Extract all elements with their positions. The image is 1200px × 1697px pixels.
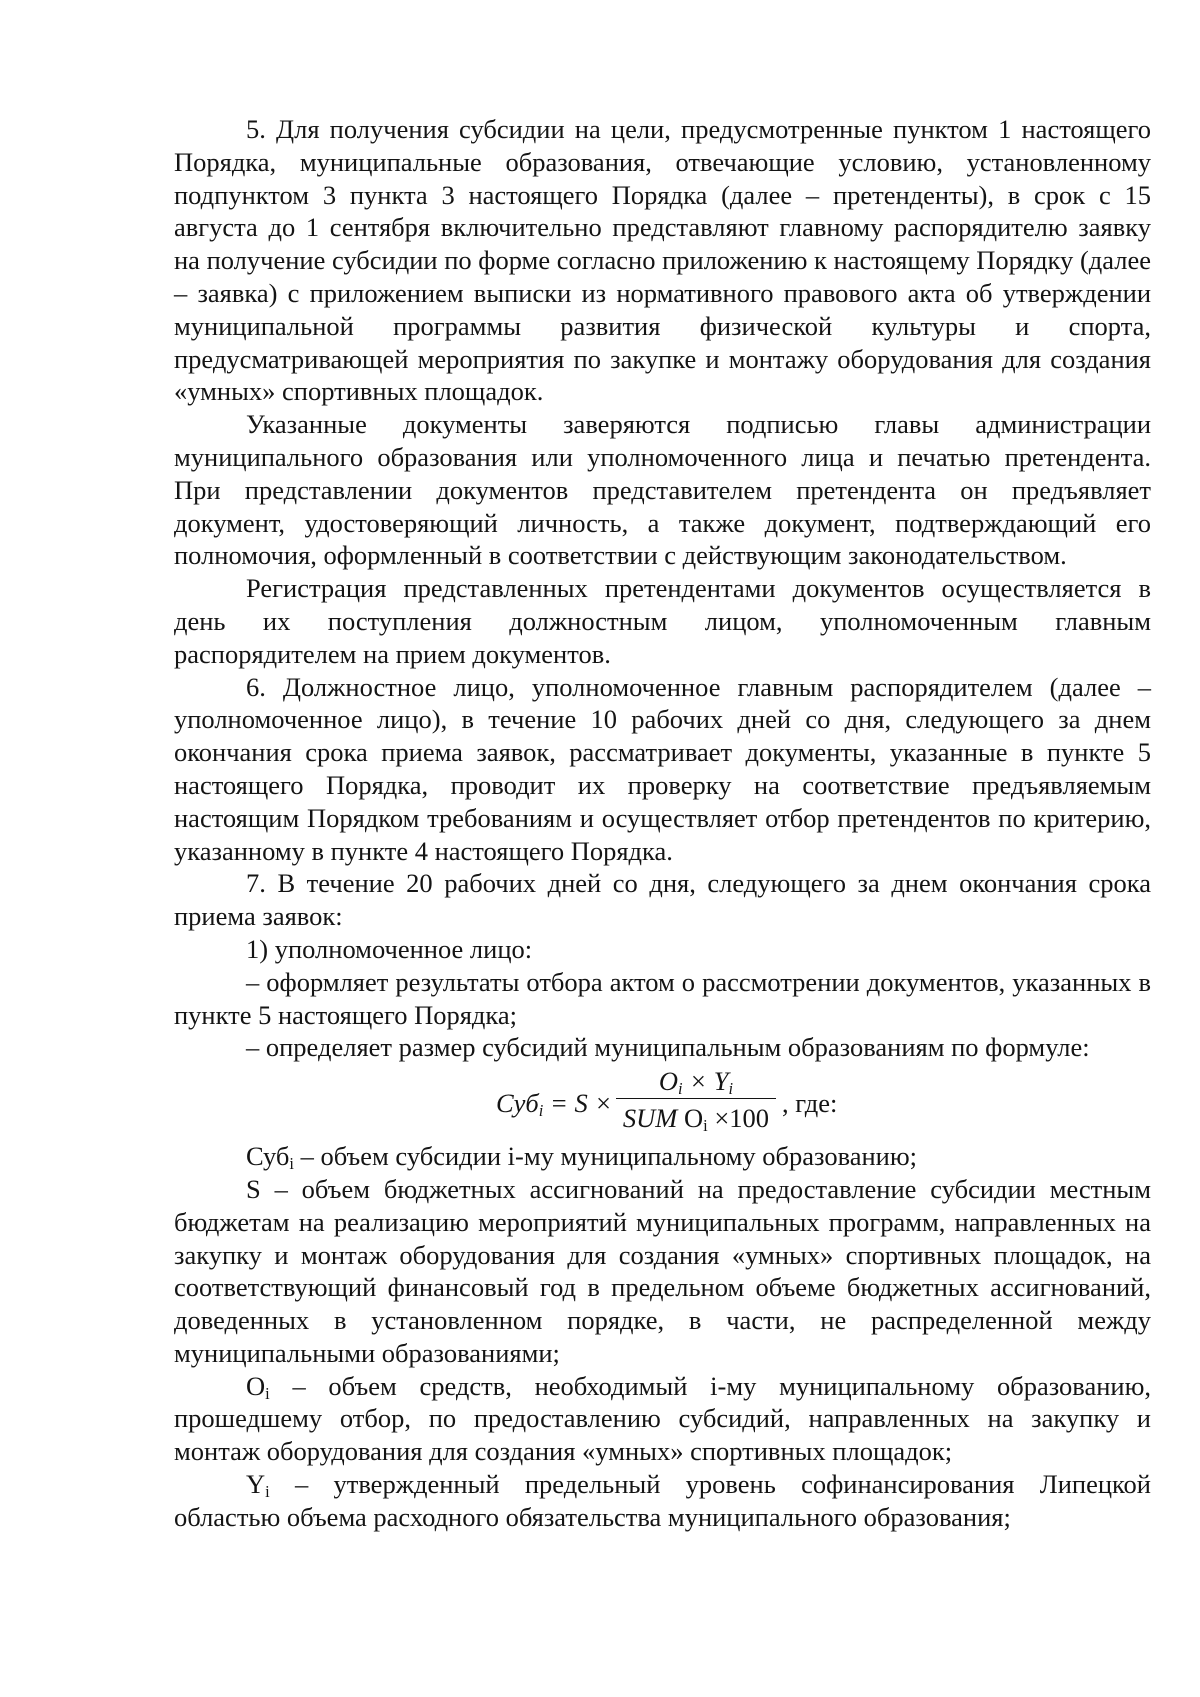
paragraph-dash-subsidy-size: – определяет размер субсидий муниципальным образованиям по формуле: <box>246 1032 1090 1063</box>
definition-text: – объем бюджетных ассигнований на предоставление субсидии местным бюджетам на реализацию мероприятий муниципальных программ, направленных на закупку и монтаж оборудования для создания «умных» спортивных площадок, на соответствующий финансовый год в предельном объеме бюджетных ассигнований, доведенных в установленном порядке, в части, не распределенной между муниципальными образованиями; <box>174 1173 1151 1368</box>
formula-fraction <box>614 1064 778 1135</box>
definition-symbol-sub: i <box>265 1482 270 1502</box>
paragraph-6: 6. Должностное лицо, уполномоченное главным распорядителем (далее – уполномоченное лицо), в течение 10 рабочих дней со дня, следующего за днем окончания срока приема заявок, рассматривает документы, указанные в пункте 5 настоящего Порядка, проводит их проверку на соответствие предъявляемым настоящим Порядком требованиям и осуществляет отбор претендентов по критерию, указанному в пункте 4 настоящего Порядка. <box>174 671 1151 866</box>
paragraph-5: 5. Для получения субсидии на цели, предусмотренные пунктом 1 настоящего Порядка, муниципальные образования, отвечающие условию, установленному подпунктом 3 пункта 3 настоящего Порядка (далее – претенденты), в срок с 15 августа до 1 сентября включительно представляют главному распорядителю заявку на получение субсидии по форме согласно приложению к настоящему Порядку (далее – заявка) с приложением выписки из нормативного правового акта об утверждении муниципальной программы развития физической культуры и спорта, предусматривающей мероприятия по закупке и монтажу оборудования для создания «умных» спортивных площадок. <box>174 114 1151 407</box>
formula-denominator <box>614 1099 778 1135</box>
paragraph-dash-selection-results: – оформляет результаты отбора актом о рассмотрении документов, указанных в пункте 5 настоящего Порядка; <box>174 966 1151 1030</box>
definition-sub-i <box>174 1140 1151 1173</box>
formula-numerator <box>614 1064 778 1098</box>
definition-symbol: S <box>246 1173 261 1204</box>
formula-num-b-sub: i <box>728 1079 734 1099</box>
formula-lhs-main: Суб <box>496 1088 539 1119</box>
definition-symbol: Суб <box>246 1141 290 1172</box>
formula-lhs <box>496 1087 612 1120</box>
definition-text: – утвержденный предельный уровень софинансирования Липецкой областью объема расходного обязательства муниципального образования; <box>174 1469 1151 1532</box>
definition-symbol-sub: i <box>289 1154 294 1174</box>
formula-tail: , где: <box>782 1088 838 1119</box>
formula-lhs-rest: = S × <box>543 1088 613 1119</box>
paragraph-7-item-1: 1) уполномоченное лицо: <box>246 933 533 964</box>
paragraph-registration: Регистрация представленных претендентами документов осуществляется в день их поступления должностным лицом, уполномоченным главным распорядителем на прием документов. <box>174 573 1151 669</box>
definition-symbol: Y <box>246 1469 266 1500</box>
definition-y-i <box>174 1468 1151 1534</box>
definition-symbol-sub: i <box>265 1383 270 1403</box>
definition-s <box>174 1173 1151 1370</box>
formula-den-o: O <box>677 1103 704 1134</box>
definition-symbol: O <box>246 1370 266 1401</box>
document-page <box>174 113 1151 1534</box>
formula-lhs-sub: i <box>538 1101 544 1121</box>
formula-den-o-sub: i <box>703 1116 708 1136</box>
definition-text: – объем субсидии i-му муниципальному образованию; <box>293 1141 918 1172</box>
definition-text: – объем средств, необходимый i-му муниципальному образованию, прошедшему отбор, по предоставлению субсидий, направленных на закупку и монтаж оборудования для создания «умных» спортивных площадок; <box>174 1370 1151 1467</box>
formula-num-a-sub: i <box>678 1079 683 1099</box>
definition-o-i <box>174 1370 1151 1468</box>
paragraph-7: 7. В течение 20 рабочих дней со дня, следующего за днем окончания срока приема заявок: <box>174 868 1151 932</box>
formula-den-rest: ×100 <box>707 1103 770 1134</box>
subsidy-formula <box>174 1064 1151 1140</box>
formula-num-op: × Y <box>682 1066 729 1097</box>
formula-den-sum: SUM <box>622 1103 678 1134</box>
paragraph-documents-certification: Указанные документы заверяются подписью главы администрации муниципального образования или уполномоченного лица и печатью претендента. При представлении документов представителем претендента он предъявляет документ, удостоверяющий личность, а также документ, подтверждающий его полномочия, оформленный в соответствии с действующим законодательством. <box>174 409 1151 571</box>
formula-num-a: O <box>658 1066 679 1097</box>
